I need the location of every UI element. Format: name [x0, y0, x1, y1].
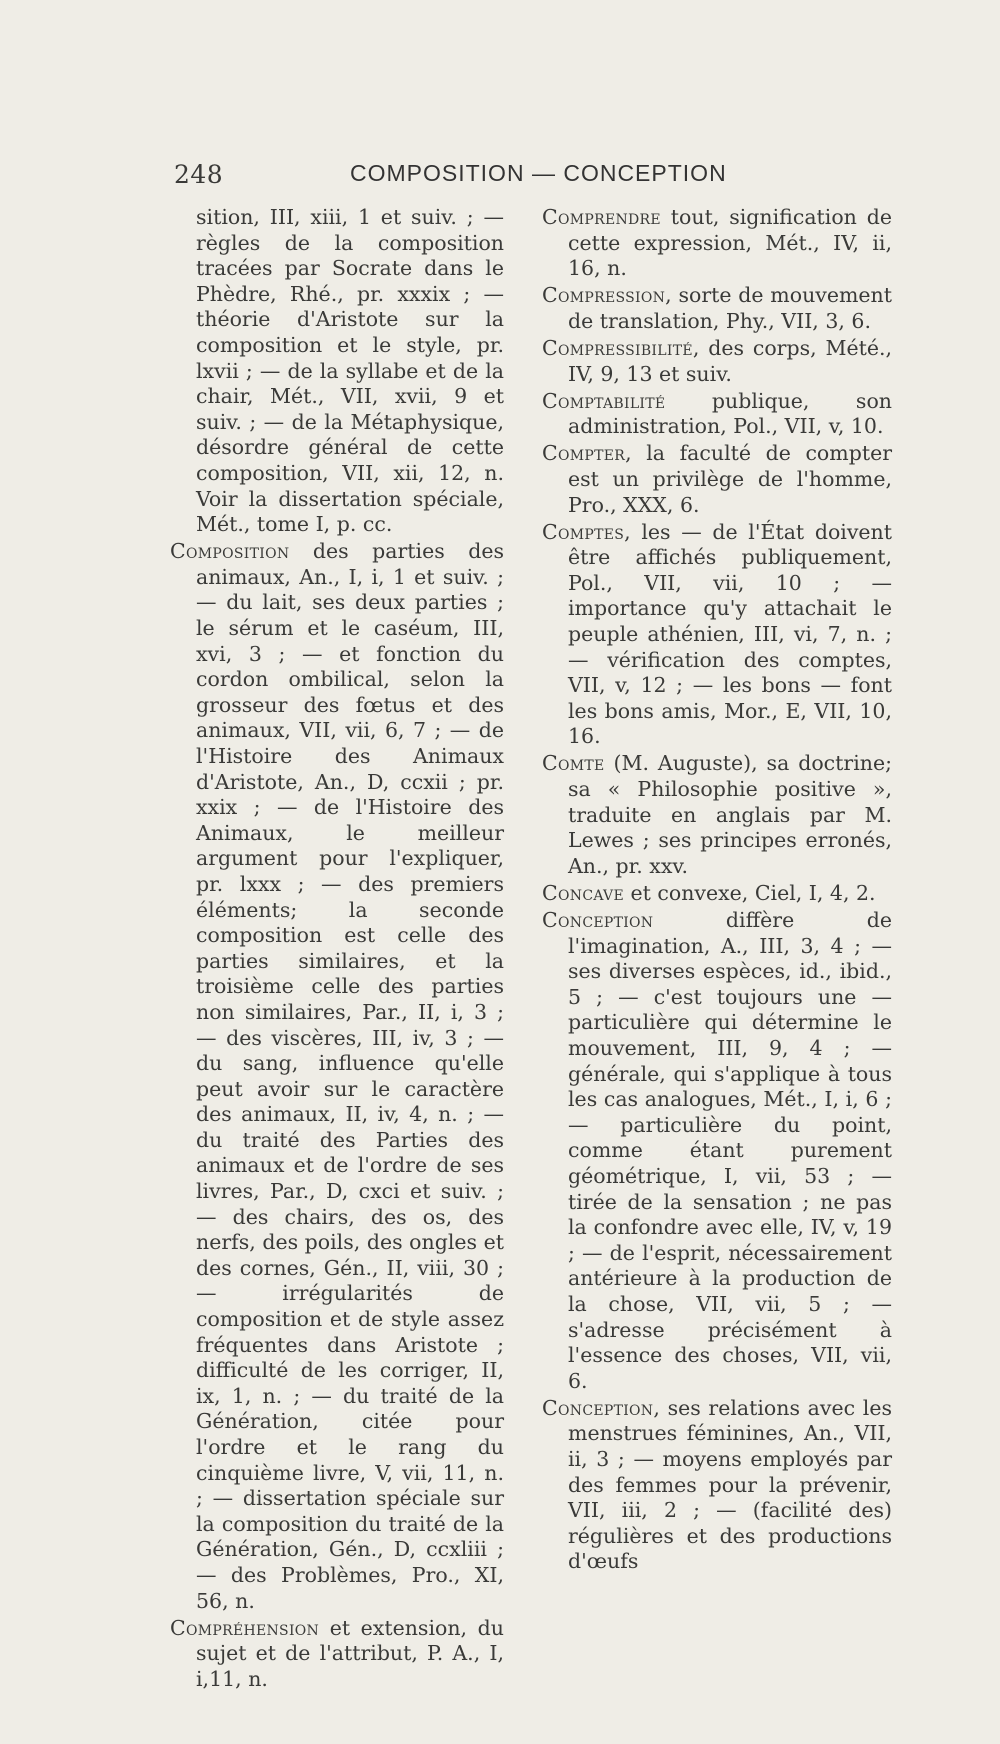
entry-text: diffère de l'imagination, A., III, 3, 4 ; — ses diverses espèces, id., ibid., 5 ; — c'est toujours une — particulière qui détermine le mouvement, III, 9, 4 ; — générale, qui s'applique à tous les cas analogues, Mét., I, i, 6 ; — particulière du point, comme étant purement géométrique, I, vii, 53 ; — tirée de la sensation ; ne pas la confondre avec elle, IV, v, 19 ; — de l'esprit, nécessairement antérieure à la production de la chose, VII, vii, 5 ; — s'adresse précisément à l'essence des choses, VII, vii, 6. — [568, 908, 892, 1393]
page-number: 248 — [174, 160, 224, 189]
index-entry — [170, 539, 504, 1614]
entry-text: et extension, du sujet et de l'attribut, P. A., I, i,11, n. — [196, 1615, 504, 1691]
index-entry — [542, 336, 892, 387]
entry-text: des parties des animaux, An., I, i, 1 et suiv. ; — du lait, ses deux parties ; le sérum et le caséum, III, xvi, 3 ; — et fonction du cordon ombilical, selon la grosseur des fœtus et des animaux, VII, vii, 6, 7 ; — de l'Histoire des Animaux d'Aristote, An., D, ccxii ; pr. xxix ; — de l'Histoire des Animaux, le meilleur argument pour l'expliquer, pr. lxxx ; — des premiers éléments; la seconde composition est celle des parties similaires, et la troisième celle des parties non similaires, Par., II, i, 3 ; — des viscères, III, iv, 3 ; — du sang, influence qu'elle peut avoir sur le caractère des animaux, II, iv, 4, n. ; — du traité des Parties des animaux et de l'ordre de ses livres, Par., D, cxci et suiv. ; — des chairs, des os, des nerfs, des poils, des ongles et des cornes, Gén., II, viii, 30 ; — irrégularités de composition et de style assez fréquentes dans Aristote ; difficulté de les corriger, II, ix, 1, n. ; — du traité de la Génération, citée pour l'ordre et le rang du cinquième livre, V, vii, 11, n. ; — dissertation spéciale sur la composition du traité de la Génération, Gén., D, ccxliii ; — des Problèmes, Pro., XI, 56, n. — [196, 539, 504, 1613]
index-entry — [170, 205, 504, 538]
entry-headword: Conception — [542, 908, 654, 933]
index-entry — [542, 205, 892, 282]
entry-text: sition, III, xiii, 1 et suiv. ; — règles de la composition tracées par Socrate dans le Phèdre, Rhé., pr. xxxix ; — théorie d'Aristote sur la composition et le style, pr. lxvii ; — de la syllabe et de la chair, Mét., VII, xvii, 9 et suiv. ; — de la Métaphysique, désordre général de cette composition, VII, xii, 12, n. Voir la dissertation spéciale, Mét., tome I, p. cc. — [196, 205, 504, 537]
entry-text: , sorte de mouvement de translation, Phy., VII, 3, 6. — [568, 283, 892, 333]
index-entry — [170, 1616, 504, 1693]
index-entry — [542, 520, 892, 750]
entry-text: , la faculté de compter est un privilège de l'homme, Pro., XXX, 6. — [568, 441, 892, 517]
running-head: COMPOSITION — CONCEPTION — [350, 160, 727, 186]
left-column — [170, 205, 504, 1694]
entry-headword: Compter — [542, 441, 626, 466]
entry-headword: Composition — [170, 539, 290, 564]
entry-text: , ses relations avec les menstrues féminines, An., VII, ii, 3 ; — moyens employés par des femmes pour la prévenir, VII, iii, 2 ; — (facilité des) régulières et des productions d'œufs — [568, 1395, 892, 1574]
right-column — [542, 205, 892, 1576]
entry-headword: Comte — [542, 751, 605, 776]
entry-text: , les — de l'État doivent être affichés publiquement, Pol., VII, vii, 10 ; — importance qu'y attachait le peuple athénien, III, vi, 7, n. ; — vérification des comptes, VII, v, 12 ; — les bons — font les bons amis, Mor., E, VII, 10, 16. — [568, 519, 892, 749]
entry-text: , des corps, Mété., IV, 9, 13 et suiv. — [568, 335, 892, 386]
entry-text: tout, signification de cette expression, Mét., IV, ii, 16, n. — [568, 205, 892, 281]
entry-headword: Concave — [542, 880, 624, 905]
index-entry — [542, 283, 892, 334]
entry-text: (M. Auguste), sa doctrine; sa « Philosophie positive », traduite en anglais par M. Lewes ; ses principes erronés, An., pr. xxv. — [568, 751, 892, 878]
entry-headword: Compression — [542, 283, 666, 308]
index-entry — [542, 751, 892, 879]
entry-headword: Compréhension — [170, 1615, 320, 1640]
entry-headword: Comptabilité — [542, 388, 666, 413]
entry-headword: Comptes — [542, 519, 625, 544]
entry-headword: Conception — [542, 1395, 654, 1420]
entry-headword: Comprendre — [542, 205, 661, 229]
index-entry — [542, 908, 892, 1394]
entry-headword: Compressibilité — [542, 335, 693, 360]
entry-text: publique, son administration, Pol., VII, v, 10. — [568, 388, 892, 439]
entry-text: et convexe, Ciel, I, 4, 2. — [623, 880, 876, 905]
index-entry — [542, 1396, 892, 1575]
index-entry — [542, 441, 892, 518]
index-entry — [542, 881, 892, 907]
index-entry — [542, 389, 892, 440]
